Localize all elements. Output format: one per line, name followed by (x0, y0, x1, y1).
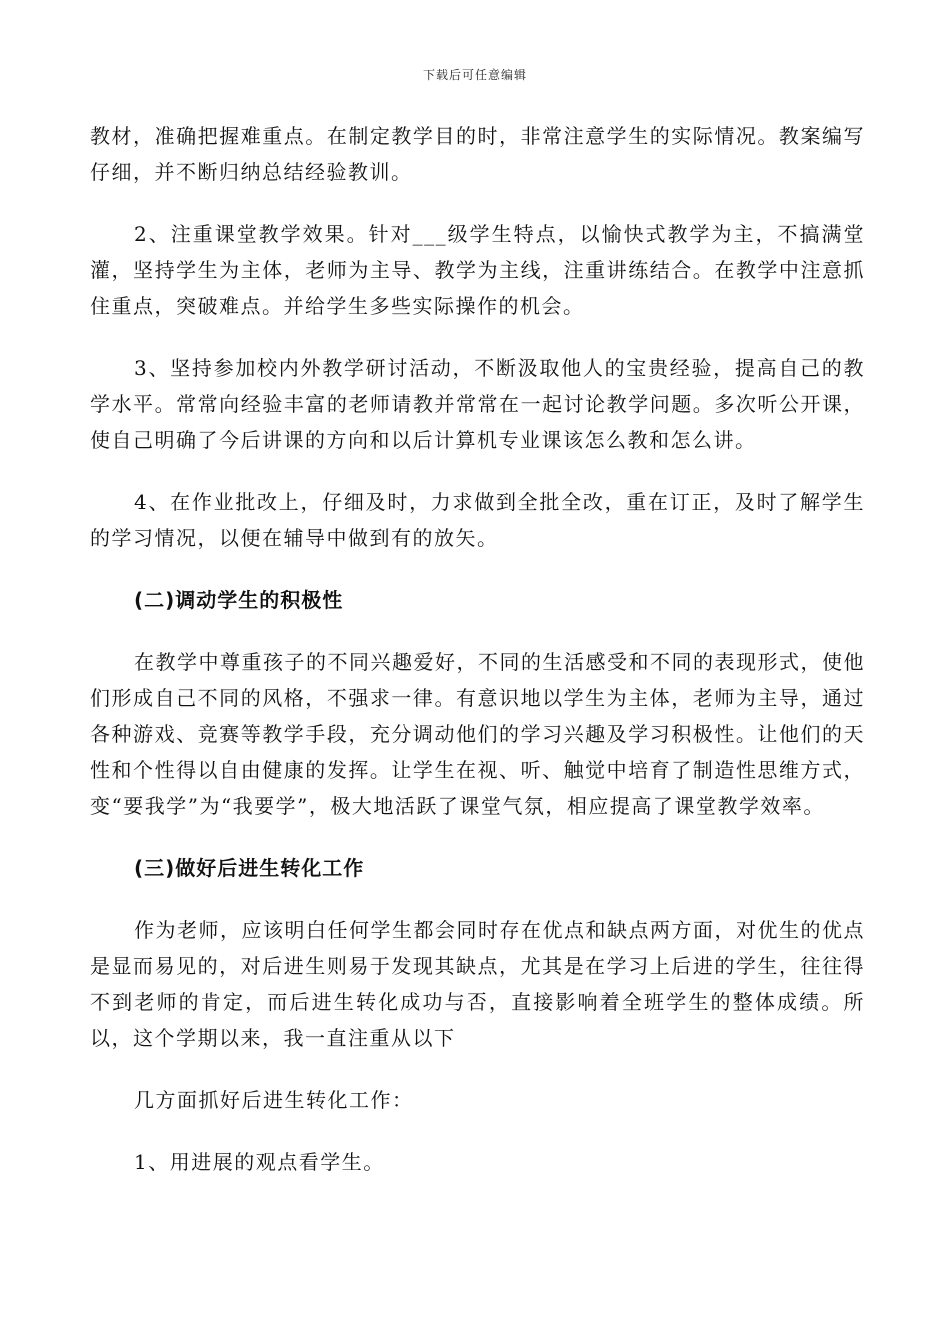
paragraph-1: 教材，准确把握难重点。在制定教学目的时，非常注意学生的实际情况。教案编写仔细，并不断归纳总结经验教训。 (90, 124, 865, 184)
paragraph-5: 在教学中尊重孩子的不同兴趣爱好，不同的生活感受和不同的表现形式，使他们形成自己不同的风格，不强求一律。有意识地以学生为主体，老师为主导，通过各种游戏、竞赛等教学手段，充分调动他们的学习兴趣及学习积极性。让他们的天性和个性得以自由健康的发挥。让学生在视、听、触觉中培育了制造性思维方式，变“要我学”为“我要学”，极大地活跃了课堂气氛，相应提高了课堂教学效率。 (90, 650, 865, 818)
paragraph-8: 1、用进展的观点看学生。 (134, 1150, 385, 1174)
paragraph-7: 几方面抓好后进生转化工作： (134, 1088, 414, 1112)
paragraph-4: 4、在作业批改上，仔细及时，力求做到全批全改，重在订正，及时了解学生的学习情况，以便在辅导中做到有的放矢。 (90, 490, 865, 550)
page-header: 下载后可任意编辑 (422, 68, 527, 82)
paragraph-3: 3、坚持参加校内外教学研讨活动，不断汲取他人的宝贵经验，提高自己的教学水平。常常向经验丰富的老师请教并常常在一起讨论教学问题。多次听公开课，使自己明确了今后讲课的方向和以后计算机专业课该怎么教和怎么讲。 (90, 356, 865, 452)
document-body (90, 118, 865, 1206)
section-heading-2: (二)调动学生的积极性 (134, 588, 344, 612)
section-heading-3: (三)做好后进生转化工作 (134, 856, 365, 880)
paragraph-2: 2、注重课堂教学效果。针对___级学生特点，以愉快式教学为主，不搞满堂灌，坚持学生为主体，老师为主导、教学为主线，注重讲练结合。在教学中注意抓住重点，突破难点。并给学生多些实际操作的机会。 (90, 222, 865, 318)
paragraph-6: 作为老师，应该明白任何学生都会同时存在优点和缺点两方面，对优生的优点是显而易见的，对后进生则易于发现其缺点，尤其是在学习上后进的学生，往往得不到老师的肯定，而后进生转化成功与否，直接影响着全班学生的整体成绩。所以，这个学期以来，我一直注重从以下 (90, 918, 865, 1050)
